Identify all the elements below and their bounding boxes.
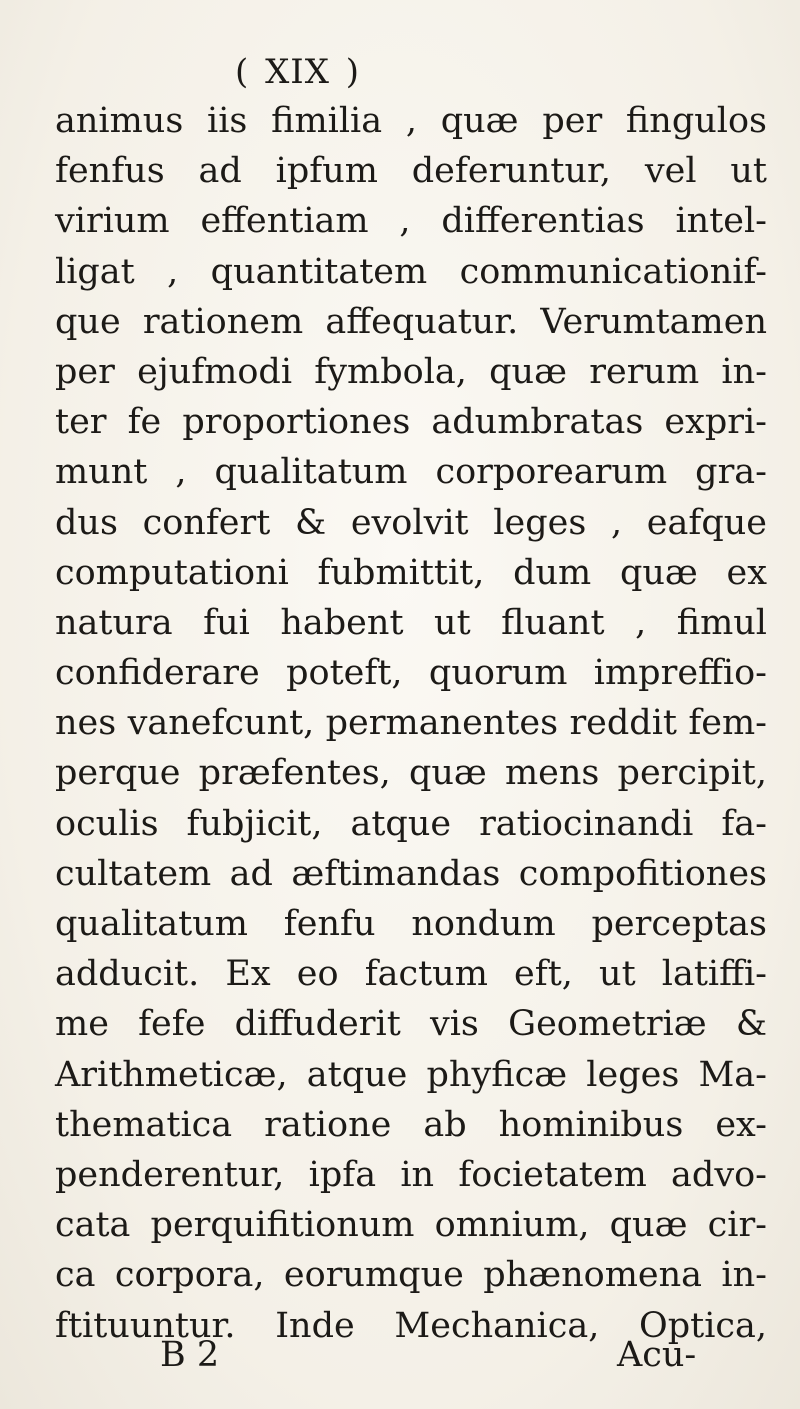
text-line: confiderare poteft, quorum impreffio- <box>55 653 767 694</box>
text-line: animus iis fimilia , quæ per fingulos <box>55 101 767 141</box>
text-line: perque præfentes, quæ mens percipit, <box>55 753 767 794</box>
text-line: natura fui habent ut fluant , fimul <box>55 602 767 643</box>
catchword: Acu- <box>617 1335 697 1375</box>
text-line: Arithmeticæ, atque phyficæ leges Ma- <box>55 1054 767 1095</box>
text-line: per ejufmodi fymbola, quæ rerum in- <box>55 351 767 392</box>
text-line: nes vanefcunt, permanentes reddit fem- <box>55 703 767 744</box>
body-text <box>55 96 767 1351</box>
text-line: ligat , quantitatem communicationif- <box>55 251 767 292</box>
text-line: ter fe proportiones adumbratas expri- <box>55 402 767 443</box>
text-line: que rationem affequatur. Verumtamen <box>55 301 767 342</box>
text-line: thematica ratione ab hominibus ex- <box>55 1104 767 1145</box>
page-footer <box>0 1330 800 1380</box>
text-line: virium effentiam , differentias intel- <box>55 201 767 242</box>
text-line: dus confert & evolvit leges , eafque <box>55 502 767 543</box>
signature-mark: B 2 <box>160 1335 220 1375</box>
text-line: me fefe diffuderit vis Geometriæ & <box>55 1004 767 1045</box>
text-line: adducit. Ex eo factum eft, ut latiffi- <box>55 954 767 995</box>
text-line: ca corpora, eorumque phænomena in- <box>55 1255 767 1296</box>
text-line: ftituuntur. Inde Mechanica, Optica, <box>55 1305 767 1346</box>
text-line: cultatem ad æftimandas compofitiones <box>55 853 767 894</box>
text-line: penderentur, ipfa in focietatem advo- <box>55 1154 767 1195</box>
text-line: computationi fubmittit, dum quæ ex <box>55 552 767 593</box>
text-line: oculis fubjicit, atque ratiocinandi fa- <box>55 803 767 844</box>
page-number-header: ( XIX ) <box>235 52 360 92</box>
text-line: qualitatum fenfu nondum perceptas <box>55 904 767 944</box>
text-line: munt , qualitatum corporearum gra- <box>55 452 767 493</box>
text-line: fenfus ad ipfum deferuntur, vel ut <box>55 151 767 192</box>
text-line: cata perquifitionum omnium, quæ cir- <box>55 1205 767 1246</box>
